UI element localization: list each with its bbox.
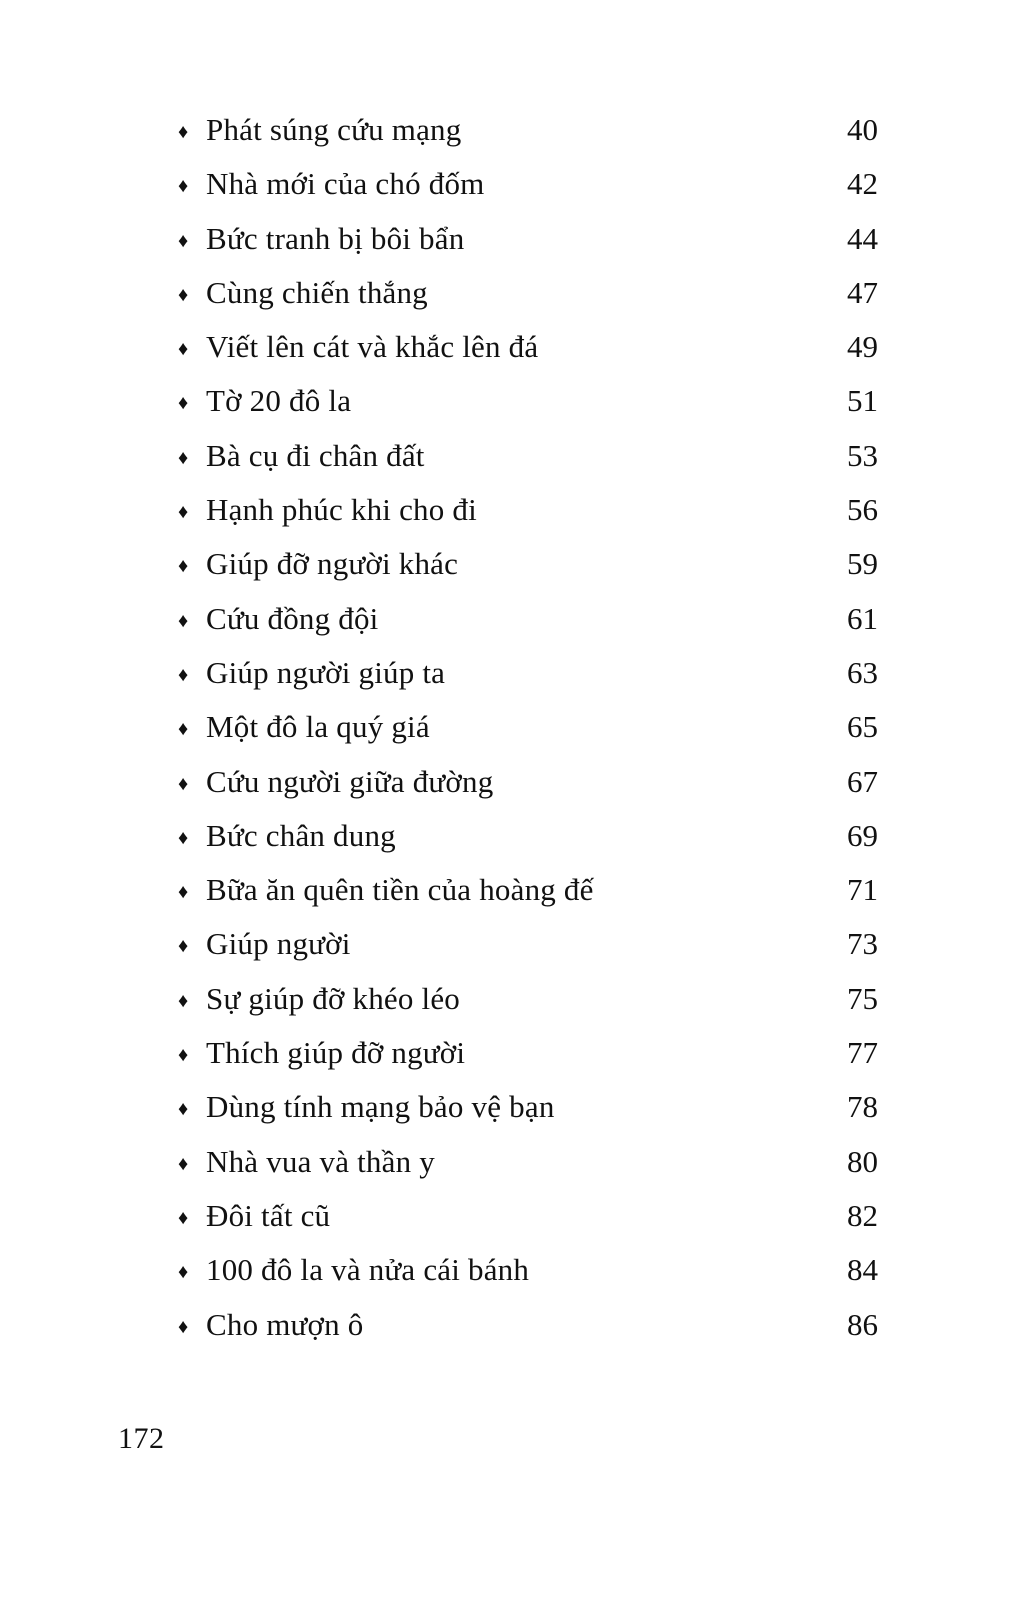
toc-entry[interactable] — [178, 1144, 878, 1198]
diamond-bullet-icon: ♦ — [178, 283, 189, 306]
toc-entry[interactable] — [178, 166, 878, 220]
toc-entry-page-number: 67 — [847, 763, 878, 799]
toc-entry[interactable] — [178, 764, 878, 818]
toc-entry[interactable] — [178, 1035, 878, 1089]
toc-entry-page-number: 42 — [847, 166, 878, 202]
toc-entry[interactable] — [178, 546, 878, 600]
diamond-bullet-icon: ♦ — [178, 772, 189, 795]
diamond-bullet-icon: ♦ — [178, 1261, 189, 1284]
toc-entry[interactable] — [178, 492, 878, 546]
toc-entry-title: Thích giúp đỡ người — [206, 1035, 466, 1071]
toc-entry[interactable] — [178, 1089, 878, 1143]
diamond-bullet-icon: ♦ — [178, 881, 189, 904]
toc-entry-title: Cho mượn ô — [206, 1306, 364, 1342]
toc-entry[interactable] — [178, 112, 878, 166]
toc-entry-page-number: 86 — [847, 1306, 878, 1342]
toc-entry-page-number: 51 — [847, 383, 878, 419]
toc-entry-title: Cứu đồng đội — [206, 600, 379, 636]
toc-entry[interactable] — [178, 1198, 878, 1252]
toc-entry[interactable] — [178, 438, 878, 492]
toc-entry[interactable] — [178, 926, 878, 980]
toc-entry-title: Tờ 20 đô la — [206, 383, 352, 419]
diamond-bullet-icon: ♦ — [178, 175, 189, 198]
toc-entry-title: Bức chân dung — [206, 817, 396, 853]
toc-entry[interactable] — [178, 818, 878, 872]
diamond-bullet-icon: ♦ — [178, 935, 189, 958]
toc-entry-title: Giúp người giúp ta — [206, 654, 446, 690]
toc-entry-title: Giúp đỡ người khác — [206, 546, 459, 582]
diamond-bullet-icon: ♦ — [178, 1098, 189, 1121]
toc-entry[interactable] — [178, 1307, 878, 1361]
toc-entry-page-number: 63 — [847, 654, 878, 690]
diamond-bullet-icon: ♦ — [178, 229, 189, 252]
toc-entry-page-number: 84 — [847, 1252, 878, 1288]
toc-entry-title: Đôi tất cũ — [206, 1197, 331, 1233]
diamond-bullet-icon: ♦ — [178, 826, 189, 849]
diamond-bullet-icon: ♦ — [178, 1315, 189, 1338]
toc-entry-page-number: 44 — [847, 220, 878, 256]
toc-entry[interactable] — [178, 1252, 878, 1306]
toc-entry-title: Giúp người — [206, 926, 351, 962]
diamond-bullet-icon: ♦ — [178, 501, 189, 524]
diamond-bullet-icon: ♦ — [178, 989, 189, 1012]
toc-entry-page-number: 82 — [847, 1197, 878, 1233]
diamond-bullet-icon: ♦ — [178, 609, 189, 632]
toc-entry-page-number: 69 — [847, 817, 878, 853]
diamond-bullet-icon: ♦ — [178, 338, 189, 361]
toc-entry[interactable] — [178, 655, 878, 709]
toc-entry-page-number: 47 — [847, 274, 878, 310]
toc-entry-title: Một đô la quý giá — [206, 709, 430, 745]
toc-entry-title: Sự giúp đỡ khéo léo — [206, 980, 460, 1016]
toc-entry[interactable] — [178, 709, 878, 763]
toc-entry-title: Cứu người giữa đường — [206, 763, 494, 799]
toc-entry-page-number: 73 — [847, 926, 878, 962]
toc-entry-page-number: 40 — [847, 112, 878, 147]
toc-entry-page-number: 53 — [847, 437, 878, 473]
diamond-bullet-icon: ♦ — [178, 555, 189, 578]
diamond-bullet-icon: ♦ — [178, 392, 189, 415]
toc-entry-page-number: 61 — [847, 600, 878, 636]
diamond-bullet-icon: ♦ — [178, 1152, 189, 1175]
toc-entry-page-number: 49 — [847, 329, 878, 365]
toc-entry-title: Dùng tính mạng bảo vệ bạn — [206, 1089, 555, 1125]
toc-entry-title: Hạnh phúc khi cho đi — [206, 492, 477, 528]
toc-entry-page-number: 80 — [847, 1143, 878, 1179]
toc-entry[interactable] — [178, 981, 878, 1035]
toc-entry-page-number: 59 — [847, 546, 878, 582]
toc-entry-title: Bữa ăn quên tiền của hoàng đế — [206, 872, 594, 908]
diamond-bullet-icon: ♦ — [178, 718, 189, 741]
toc-entry[interactable] — [178, 872, 878, 926]
diamond-bullet-icon: ♦ — [178, 1044, 189, 1067]
toc-entry-page-number: 65 — [847, 709, 878, 745]
toc-entry[interactable] — [178, 275, 878, 329]
toc-entry-title: 100 đô la và nửa cái bánh — [206, 1252, 530, 1288]
toc-entry-page-number: 78 — [847, 1089, 878, 1125]
toc-entry-title: Bà cụ đi chân đất — [206, 437, 425, 473]
toc-entry-title: Bức tranh bị bôi bẩn — [206, 220, 465, 256]
diamond-bullet-icon: ♦ — [178, 121, 189, 143]
toc-entry[interactable] — [178, 329, 878, 383]
toc-entry[interactable] — [178, 601, 878, 655]
toc-entry-page-number: 77 — [847, 1035, 878, 1071]
toc-entry-title: Phát súng cứu mạng — [206, 112, 462, 147]
toc-entry-title: Nhà mới của chó đốm — [206, 166, 485, 202]
toc-entry-title: Nhà vua và thần y — [206, 1143, 435, 1179]
table-of-contents — [178, 112, 878, 1361]
toc-entry-title: Viết lên cát và khắc lên đá — [206, 329, 539, 365]
diamond-bullet-icon: ♦ — [178, 446, 189, 469]
diamond-bullet-icon: ♦ — [178, 1206, 189, 1229]
toc-entry-title: Cùng chiến thắng — [206, 274, 428, 310]
page-number: 172 — [118, 1422, 165, 1455]
toc-entry-page-number: 75 — [847, 980, 878, 1016]
diamond-bullet-icon: ♦ — [178, 663, 189, 686]
toc-entry-page-number: 56 — [847, 492, 878, 528]
toc-entry[interactable] — [178, 221, 878, 275]
toc-entry[interactable] — [178, 383, 878, 437]
toc-entry-page-number: 71 — [847, 872, 878, 908]
